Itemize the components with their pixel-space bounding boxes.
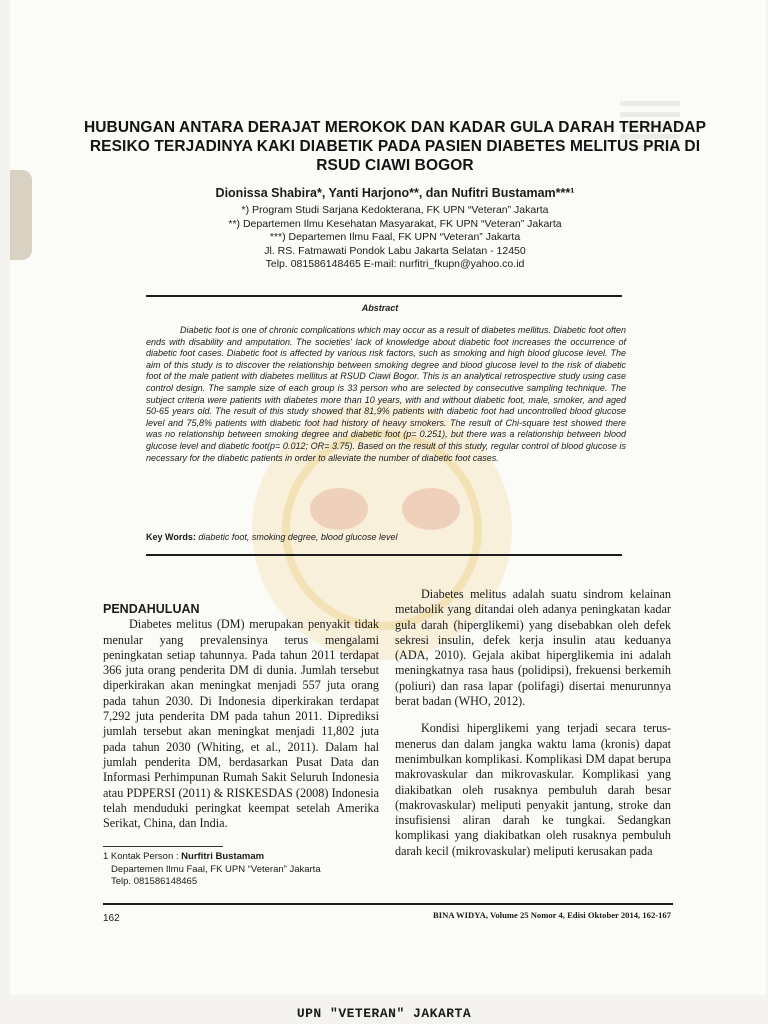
abstract-bottom-rule [146, 554, 622, 556]
body-paragraph: Diabetes melitus (DM) merupakan penyakit tidak menular yang prevalensinya terus mengalami peningkatan setiap tahunnya. Pada tahun 2011 terdapat 366 juta orang penderita DM di dunia. Jumlah tersebut diperkirakan akan meningkat menjadi 557 juta orang pada tahun 2030. Di Indonesia diperkirakan terdapat 7,292 juta penderita DM pada tahun 2011. Diprediksi jumlah tersebut akan meningkat menjadi 11,802 juta pada tahun 2030 (Whiting, et al., 2011). Dalam hal jumlah penderita DM, berdasarkan Pusat Data dan Informasi Perhimpunan Rumah Sakit Seluruh Indonesia atau PDPERSI (2011) & RISKESDAS (2008) Indonesia telah menduduki peringkat keempat setelah Amerika Serikat, China, dan India. [103, 617, 379, 831]
abstract-heading: Abstract [361, 303, 399, 313]
right-column [395, 587, 671, 859]
journal-reference: BINA WIDYA, Volume 25 Nomor 4, Edisi Oktober 2014, 162-167 [433, 910, 671, 920]
affiliation-line: ***) Departemen Ilmu Faal, FK UPN “Veteran” Jakarta [269, 231, 521, 244]
torn-edge [10, 170, 32, 260]
page-number: 162 [103, 913, 120, 924]
author-list: Dionissa Shabira*, Yanti Harjono**, dan Nufitri Bustamam***¹ [215, 186, 575, 200]
footnote-rule [103, 846, 223, 847]
footer-rule [103, 903, 673, 905]
abstract-text: Diabetic foot is one of chronic complications which may occur as a result of diabetes mellitus. Diabetic foot often ends with disability and amputation. The societies' lack of knowledge about diabetic foot increases the occurrence of diabetic foot cases. Diabetic foot is affected by various risk factors, such as smoking and high blood glucose level. The aim of this study is to discover the relationship between smoking degree and blood glucose level to the risk of diabetic foot of the male patient with diabetes mellitus at RSUD Ciawi Bogor. This is an analytical retrospective study using case control design. The sample size of each group is 33 person who are selected by consecutive sampling technique. The subject criteria were patients with diabetes more than 10 years, with and without diabetic foot, male, smoker, and aged 50-65 years old. The result of this study showed that 81,9% patients with diabetic foot had uncontrolled blood glucose level and 75,8% patients with diabetic foot had history of heavy smokers. The result of Chi-square test showed there was no relationship between smoking degree and diabetic foot (p= 0.251), but there was a relationship between blood glucose level and diabetic foot(p= 0.012; OR= 3.75). Based on the result of this study, regular control of blood glucose is necessary for the diabetic patients in order to alleviate the number of diabetic foot cases. [146, 325, 626, 463]
contact-name: Nurfitri Bustamam [181, 851, 265, 862]
footnote: 1 Kontak Person : Nurfitri Bustamam Departemen Ilmu Faal, FK UPN “Veteran” Jakarta Telp. 081586148465 [103, 851, 321, 887]
body-paragraph: Diabetes melitus adalah suatu sindrom kelainan metabolik yang ditandai oleh adanya peningkatan kadar gula darah (hiperglikemi) yang disebabkan oleh defek sekresi insulin, defek kerja insulin atau keduanya (ADA, 2010). Gejala akibat hiperglikemia ini adalah meningkatnya rasa haus (polidipsi), frekuensi berkemih (poliuri) dan rasa lapar (polifagi) disertai menurunnya berat badan (WHO, 2012). [395, 587, 671, 709]
left-column [103, 602, 379, 831]
affiliations [80, 204, 710, 272]
keywords-value: diabetic foot, smoking degree, blood glucose level [198, 532, 398, 542]
section-heading: PENDAHULUAN [103, 602, 200, 616]
keywords [146, 532, 626, 542]
affiliation-line: *) Program Studi Sarjana Kedokterana, FK UPN “Veteran” Jakarta [241, 204, 549, 216]
affiliation-line: Telp. 081586148465 E-mail: nurfitri_fkupn@yahoo.co.id [265, 258, 525, 271]
affiliation-line: Jl. RS. Fatmawati Pondok Labu Jakarta Selatan - 12450 [264, 244, 526, 257]
keywords-label: Key Words: [146, 532, 196, 542]
library-stamp: UPN "VETERAN" JAKARTA [296, 1006, 472, 1021]
affiliation-line: **) Departemen Ilmu Kesehatan Masyarakat, FK UPN “Veteran” Jakarta [228, 217, 562, 230]
paper-title: HUBUNGAN ANTARA DERAJAT MEROKOK DAN KADAR GULA DARAH TERHADAP RESIKO TERJADINYA KAKI DIABETIK PADA PASIEN DIABETES MELITUS PRIA DI RSUD CIAWI BOGOR [83, 119, 707, 174]
abstract-top-rule [146, 295, 622, 297]
body-paragraph: Kondisi hiperglikemi yang terjadi secara terus-menerus dan dalam jangka waktu lama (kronis) dapat menimbulkan komplikasi. Komplikasi DM dapat berupa makrovaskular dan mikrovaskular. Komplikasi yang diakibatkan oleh rusaknya pembuluh darah besar (makrovaskular) meliputi penyakit jantung, stroke dan insufisiensi aliran darah ke tungkai. Sedangkan komplikasi yang diakibatkan oleh rusaknya pembuluh darah kecil (mikrovaskular) meliputi kerusakan pada [395, 721, 671, 858]
